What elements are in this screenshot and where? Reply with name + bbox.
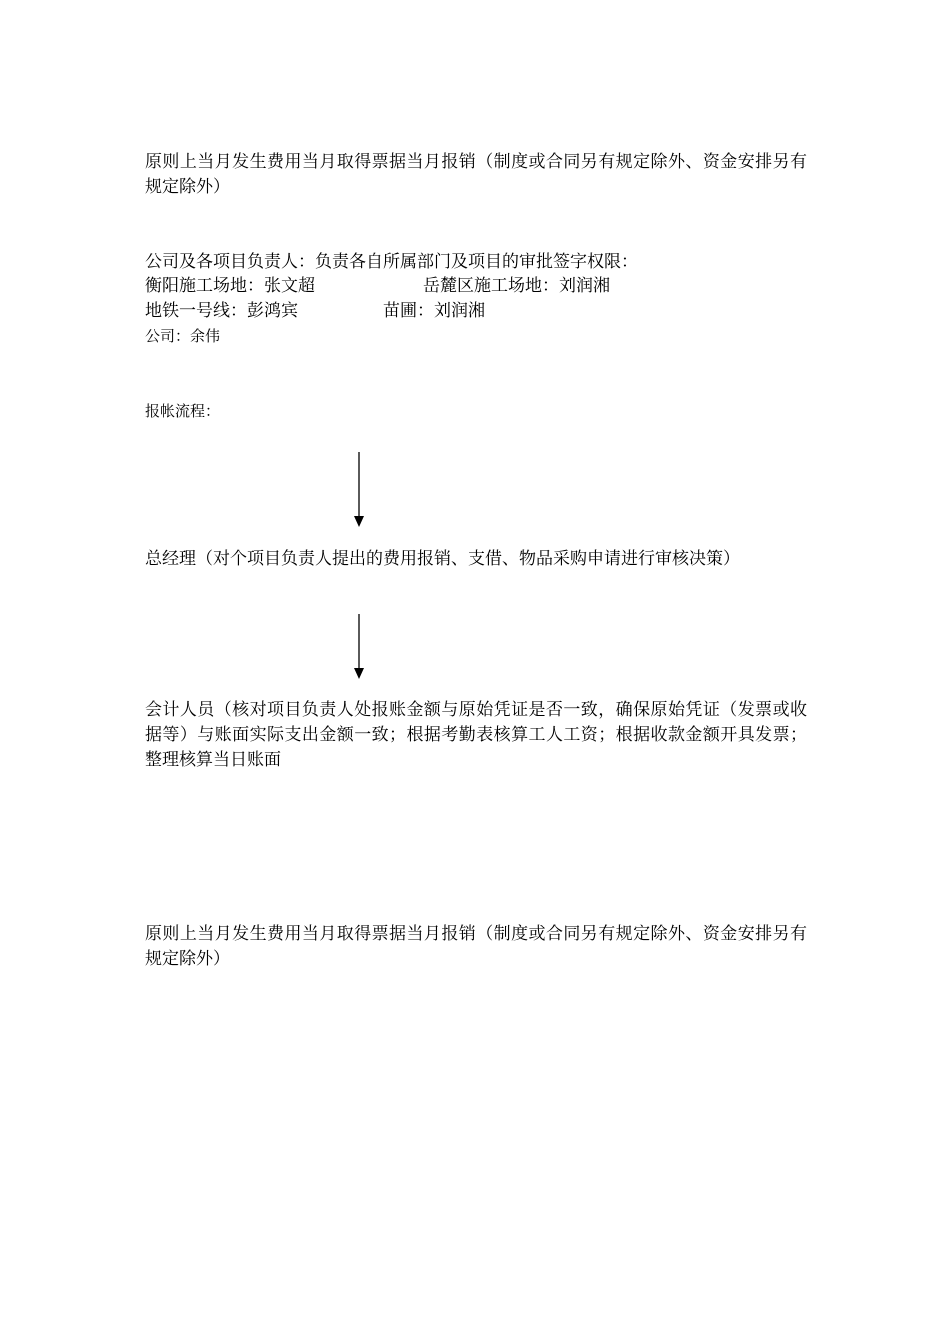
responsible-row-2 <box>145 299 745 324</box>
responsibles-heading: 公司及各项目负责人：负责各自所属部门及项目的审批签字权限： <box>145 252 638 272</box>
responsible-nursery: 苗圃：刘润湘 <box>383 301 485 321</box>
down-arrow-icon <box>351 614 367 680</box>
process-label: 报帐流程： <box>145 402 221 420</box>
responsible-metro: 地铁一号线：彭鸿宾 <box>145 301 298 321</box>
responsible-row-1 <box>145 274 745 299</box>
policy-paragraph-bottom: 原则上当月发生费用当月取得票据当月报销（制度或合同另有规定除外、资金安排另有规定除外） <box>145 924 807 969</box>
process-step-accountant: 会计人员（核对项目负责人处报账金额与原始凭证是否一致，确保原始凭证（发票或收据等）与账面实际支出金额一致；根据考勤表核算工人工资；根据收款金额开具发票；整理核算当日账面 <box>145 700 807 770</box>
process-step-general-manager: 总经理（对个项目负责人提出的费用报销、支借、物品采购申请进行审核决策） <box>145 549 740 569</box>
down-arrow-icon <box>351 452 367 528</box>
policy-paragraph-top: 原则上当月发生费用当月取得票据当月报销（制度或合同另有规定除外、资金安排另有规定除外） <box>145 152 807 197</box>
responsible-company: 公司：余伟 <box>145 327 221 345</box>
responsible-yuelu: 岳麓区施工场地：刘润湘 <box>423 276 610 296</box>
responsible-hengyang: 衡阳施工场地：张文超 <box>145 276 315 296</box>
